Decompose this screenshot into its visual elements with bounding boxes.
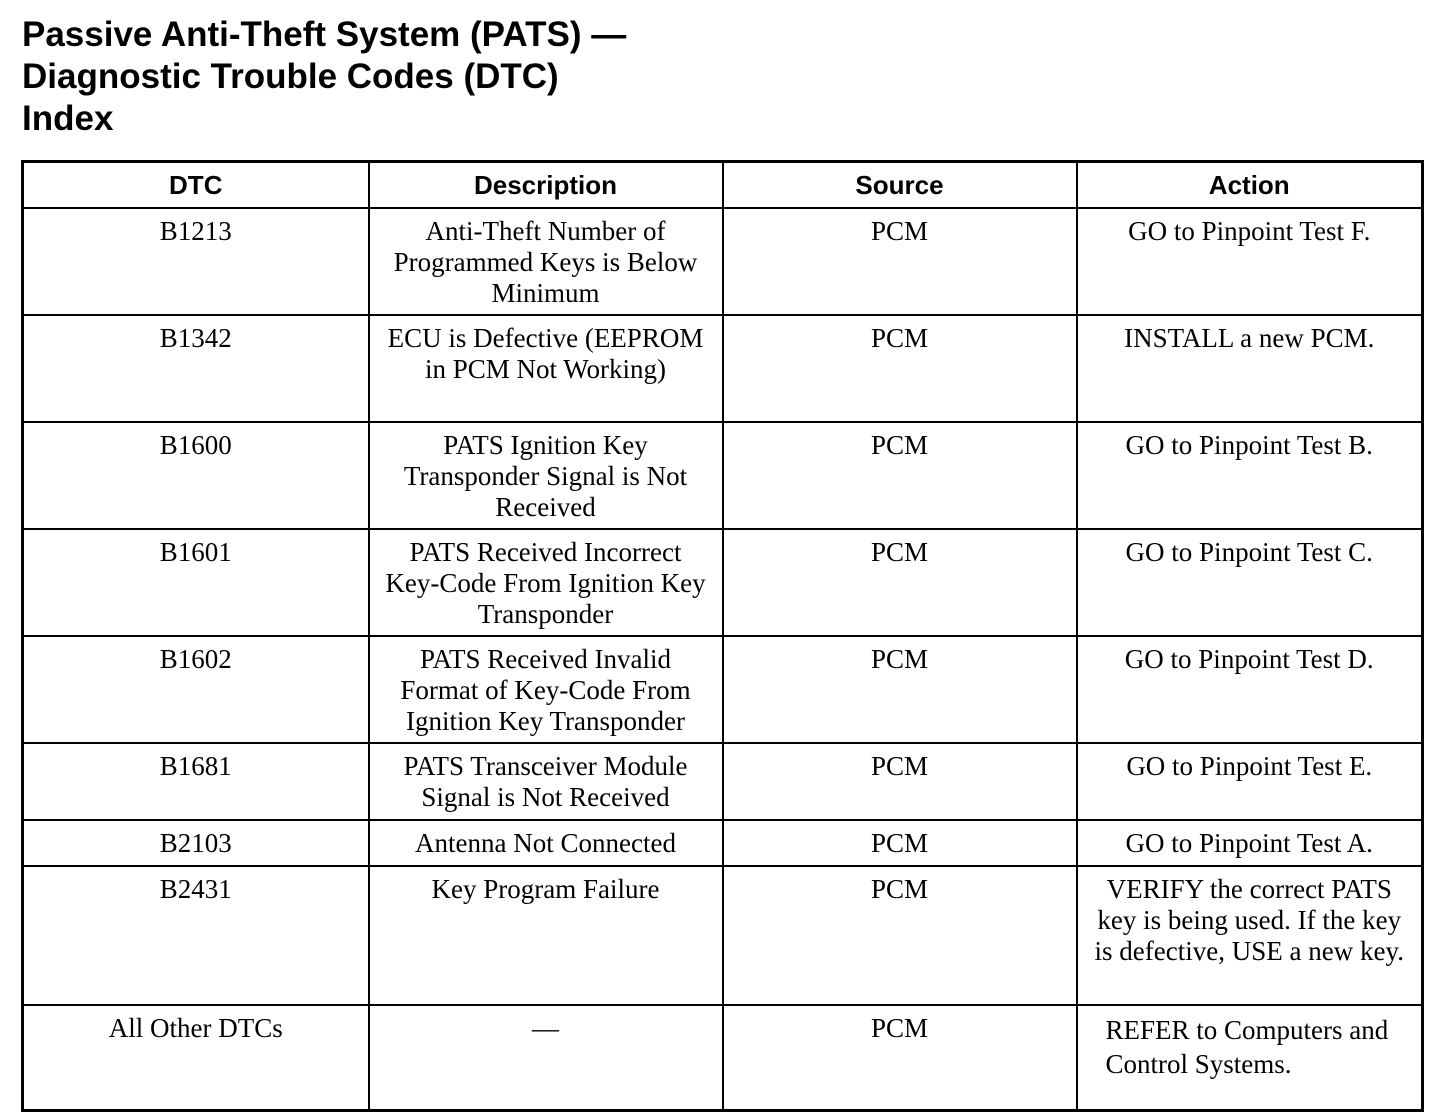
cell-action: GO to Pinpoint Test F. bbox=[1077, 208, 1423, 315]
dtc-index-table bbox=[21, 160, 1424, 1112]
cell-action: GO to Pinpoint Test C. bbox=[1077, 529, 1423, 636]
cell-source: PCM bbox=[723, 1005, 1077, 1111]
cell-source: PCM bbox=[723, 866, 1077, 1005]
cell-source: PCM bbox=[723, 636, 1077, 743]
table-row bbox=[23, 866, 1423, 1005]
cell-dtc: B1342 bbox=[23, 315, 369, 422]
cell-dtc: B2431 bbox=[23, 866, 369, 1005]
cell-action: INSTALL a new PCM. bbox=[1077, 315, 1423, 422]
cell-source: PCM bbox=[723, 743, 1077, 820]
table-row bbox=[23, 208, 1423, 315]
column-header-dtc: DTC bbox=[23, 162, 369, 209]
cell-source: PCM bbox=[723, 422, 1077, 529]
page-title bbox=[22, 14, 626, 140]
cell-source: PCM bbox=[723, 315, 1077, 422]
table-row bbox=[23, 529, 1423, 636]
cell-source: PCM bbox=[723, 820, 1077, 866]
cell-dtc: B2103 bbox=[23, 820, 369, 866]
cell-dtc: B1601 bbox=[23, 529, 369, 636]
table-header-row bbox=[23, 162, 1423, 209]
cell-dtc: B1681 bbox=[23, 743, 369, 820]
column-header-description: Description bbox=[369, 162, 723, 209]
cell-description: PATS Received Incorrect Key-Code From Ignition Key Transponder bbox=[369, 529, 723, 636]
cell-action: GO to Pinpoint Test D. bbox=[1077, 636, 1423, 743]
cell-description: Antenna Not Connected bbox=[369, 820, 723, 866]
table-row bbox=[23, 636, 1423, 743]
cell-description: — bbox=[369, 1005, 723, 1111]
cell-action: GO to Pinpoint Test B. bbox=[1077, 422, 1423, 529]
cell-description: Key Program Failure bbox=[369, 866, 723, 1005]
cell-source: PCM bbox=[723, 529, 1077, 636]
cell-dtc: B1213 bbox=[23, 208, 369, 315]
cell-description: PATS Received Invalid Format of Key-Code From Ignition Key Transponder bbox=[369, 636, 723, 743]
cell-source: PCM bbox=[723, 208, 1077, 315]
cell-dtc: All Other DTCs bbox=[23, 1005, 369, 1111]
cell-description: PATS Ignition Key Transponder Signal is Not Received bbox=[369, 422, 723, 529]
cell-dtc: B1602 bbox=[23, 636, 369, 743]
cell-action: GO to Pinpoint Test E. bbox=[1077, 743, 1423, 820]
cell-description: ECU is Defective (EEPROM in PCM Not Working) bbox=[369, 315, 723, 422]
cell-description: PATS Transceiver Module Signal is Not Received bbox=[369, 743, 723, 820]
cell-action: REFER to Computers and Control Systems. bbox=[1077, 1005, 1423, 1111]
cell-action: VERIFY the correct PATS key is being used. If the key is defective, USE a new key. bbox=[1077, 866, 1423, 1005]
table-row bbox=[23, 820, 1423, 866]
column-header-source: Source bbox=[723, 162, 1077, 209]
column-header-action: Action bbox=[1077, 162, 1423, 209]
table-row bbox=[23, 1005, 1423, 1111]
page-title-line-1: Passive Anti-Theft System (PATS) — bbox=[22, 15, 627, 54]
table-row bbox=[23, 743, 1423, 820]
cell-description: Anti-Theft Number of Programmed Keys is Below Minimum bbox=[369, 208, 723, 315]
table-row bbox=[23, 422, 1423, 529]
page-title-line-2: Diagnostic Trouble Codes (DTC) bbox=[22, 57, 559, 96]
cell-dtc: B1600 bbox=[23, 422, 369, 529]
page-title-line-3: Index bbox=[22, 99, 114, 138]
table-row bbox=[23, 315, 1423, 422]
cell-action: GO to Pinpoint Test A. bbox=[1077, 820, 1423, 866]
